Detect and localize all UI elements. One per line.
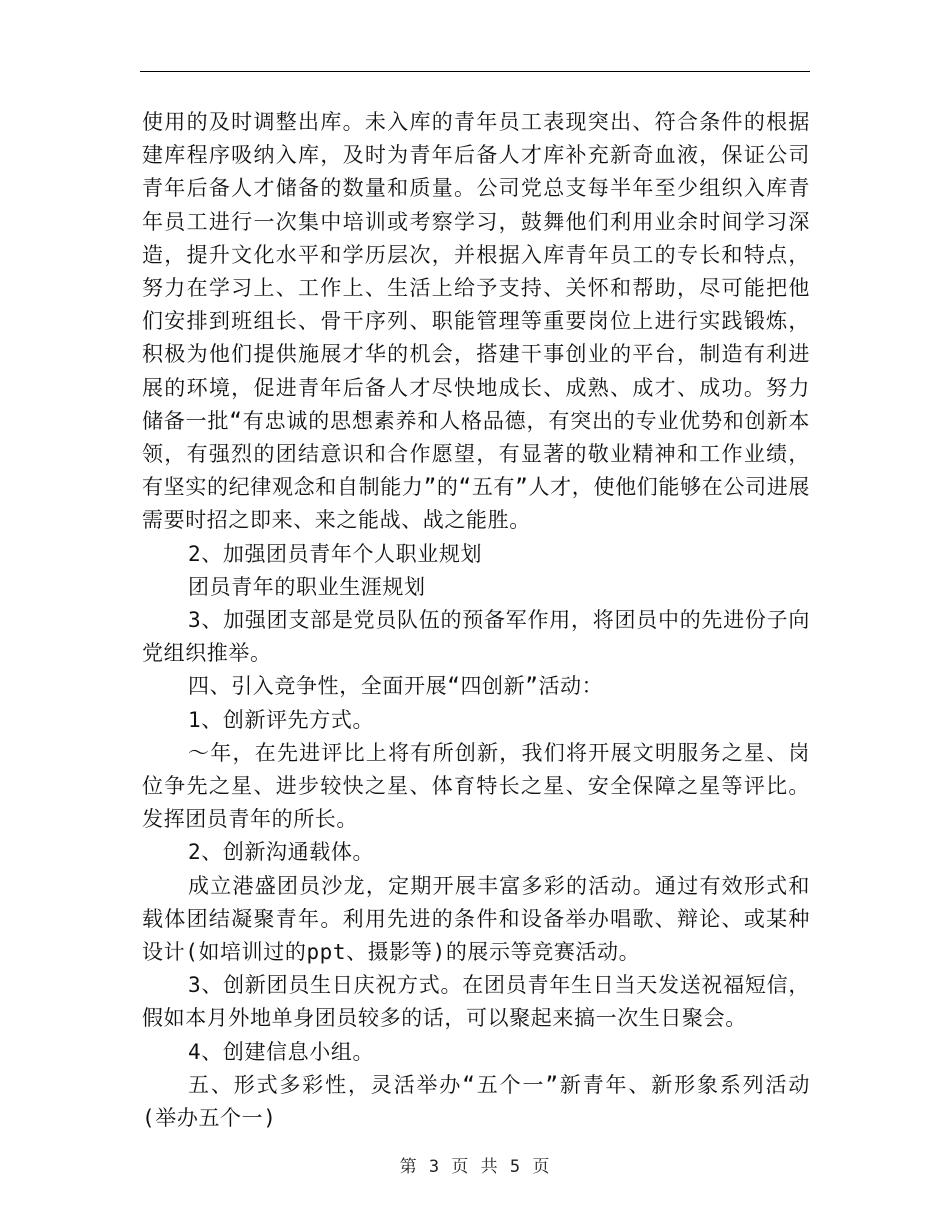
section-heading-5: 五、形式多彩性，灵活举办“五个一”新青年、新形象系列活动(举办五个一) [142,1072,810,1131]
document-body [142,106,810,1135]
paragraph-innovation-4: 4、创建信息小组。 [188,1039,375,1064]
header-rule [140,71,810,72]
paragraph-innovation-3: 3、创新团员生日庆祝方式。在团员青年生日当天发送祝福短信，假如本月外地单身团员较多的话，可以聚起来搞一次生日聚会。 [142,973,810,1031]
paragraph-innovation-1: 1、创新评先方式。 [188,707,375,732]
section-heading-4: 四、引入竞争性，全面开展“四创新”活动： [188,674,604,699]
paragraph-awards: ～年，在先进评比上将有所创新，我们将开展文明服务之星、岗位争先之星、进步较快之星、体育特长之星、安全保障之星等评比。发挥团员青年的所长。 [142,740,810,832]
paragraph-continuation: 使用的及时调整出库。未入库的青年员工表现突出、符合条件的根据建库程序吸纳入库，及时为青年后备人才库补充新奇血液，保证公司青年后备人才储备的数量和质量。公司党总支每半年至少组织入库青年员工进行一次集中培训或考察学习，鼓舞他们利用业余时间学习深造，提升文化水平和学历层次，并根据入库青年员工的专长和特点，努力在学习上、工作上、生活上给予支持、关怀和帮助，尽可能把他们安排到班组长、骨干序列、职能管理等重要岗位上进行实践锻炼，积极为他们提供施展才华的机会，搭建干事创业的平台，制造有利进展的环境，促进青年后备人才尽快地成长、成熟、成才、成功。努力储备一批“有忠诚的思想素养和人格品德，有突出的专业优势和创新本领，有强烈的团结意识和合作愿望，有显著的敬业精神和工作业绩，有坚实的纪律观念和自制能力”的“五有”人才，使他们能够在公司进展需要时招之即来、来之能战、战之能胜。 [142,110,810,533]
page-footer: 第 3 页 共 5 页 [399,1157,551,1177]
paragraph-item-2-heading: 2、加强团员青年个人职业规划 [188,541,483,566]
paragraph-innovation-2: 2、创新沟通载体。 [188,840,375,865]
paragraph-career-plan: 团员青年的职业生涯规划 [188,574,426,599]
paragraph-item-3: 3、加强团支部是党员队伍的预备军作用，将团员中的先进份子向党组织推举。 [142,608,810,666]
paragraph-salon: 成立港盛团员沙龙，定期开展丰富多彩的活动。通过有效形式和载体团结凝聚青年。利用先进的条件和设备举办唱歌、辩论、或某种设计(如培训过的ppt、摄影等)的展示等竞赛活动。 [142,873,810,965]
